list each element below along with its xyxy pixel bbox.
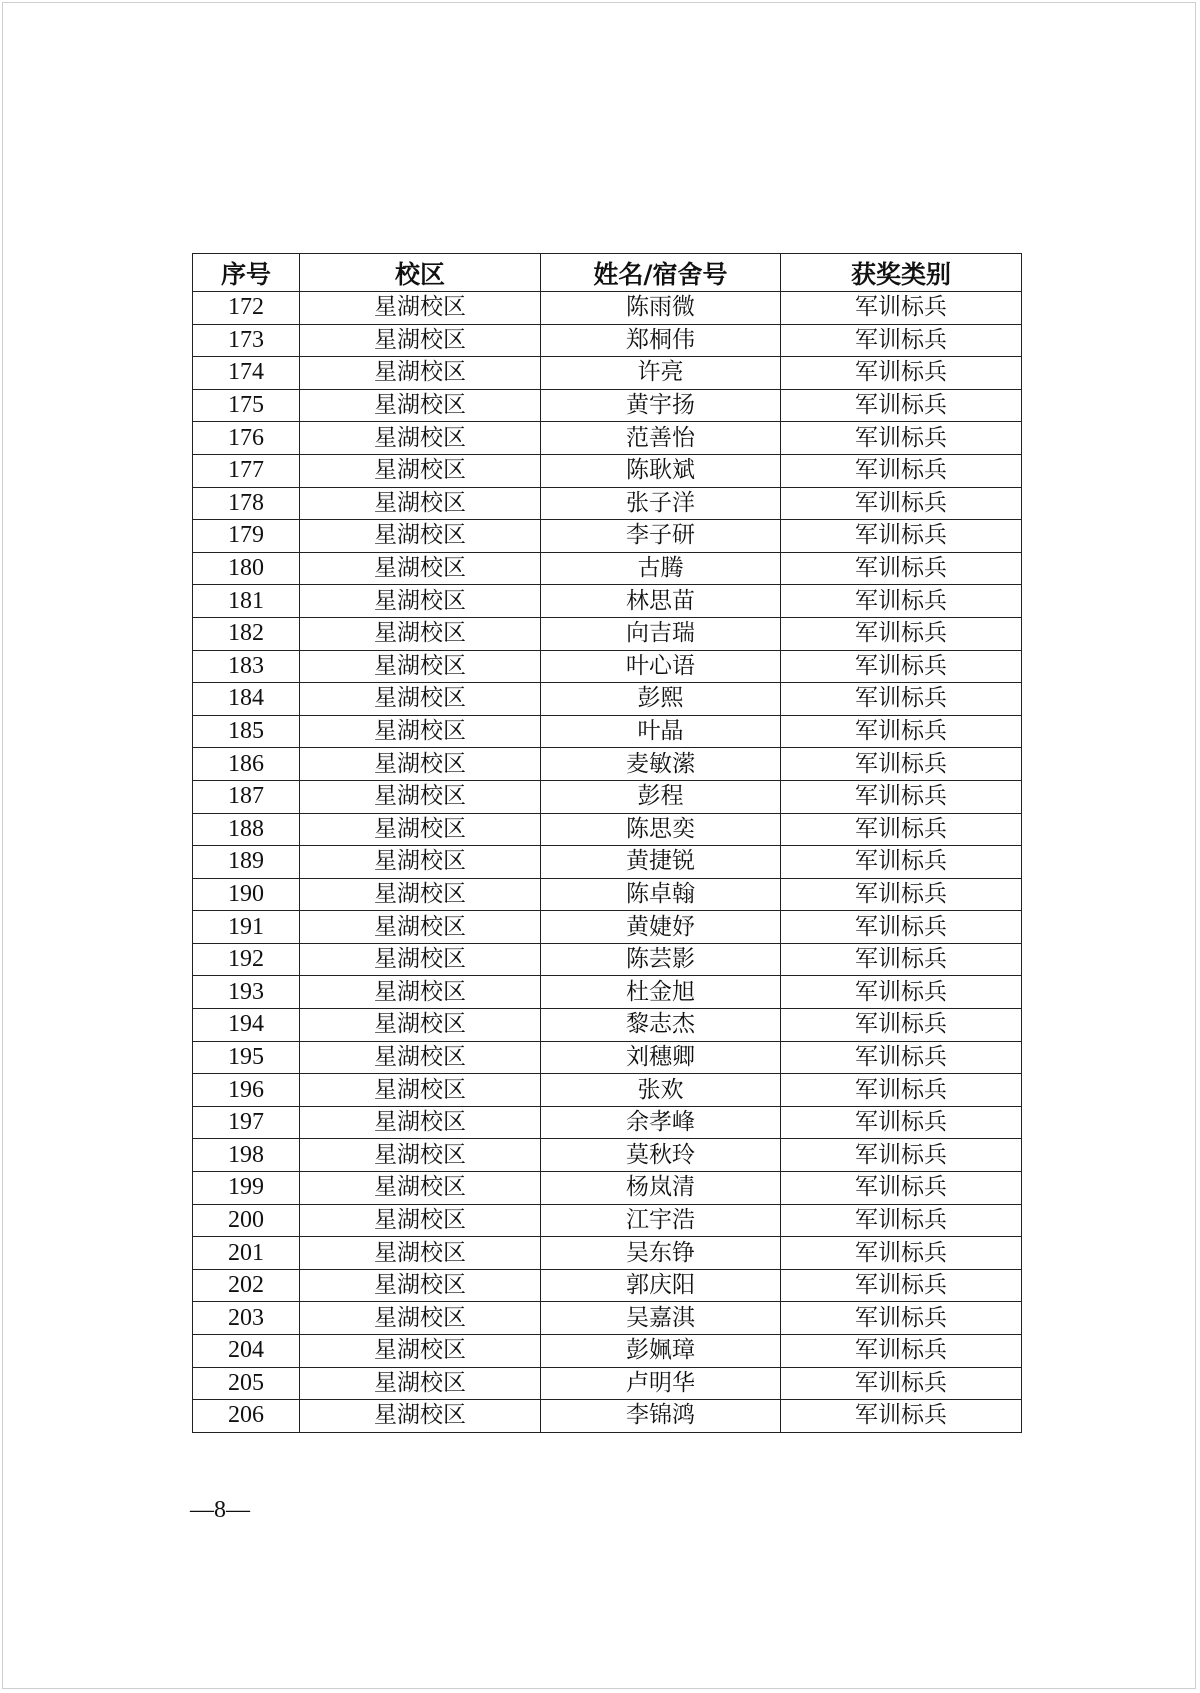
table-row [193, 1009, 1022, 1042]
cell-campus: 星湖校区 [300, 650, 541, 683]
cell-serial-number: 204 [193, 1335, 300, 1368]
cell-campus: 星湖校区 [300, 1367, 541, 1400]
cell-award-category: 军训标兵 [781, 585, 1022, 618]
cell-serial-number: 172 [193, 292, 300, 325]
cell-campus: 星湖校区 [300, 683, 541, 716]
table-row [193, 1106, 1022, 1139]
cell-serial-number: 184 [193, 683, 300, 716]
cell-serial-number: 181 [193, 585, 300, 618]
table-body [193, 292, 1022, 1433]
cell-campus: 星湖校区 [300, 1106, 541, 1139]
award-roster-table [192, 253, 1022, 1433]
header-campus: 校区 [300, 254, 541, 292]
cell-campus: 星湖校区 [300, 846, 541, 879]
cell-student-name: 卢明华 [541, 1367, 781, 1400]
cell-student-name: 陈耿斌 [541, 454, 781, 487]
cell-serial-number: 202 [193, 1269, 300, 1302]
cell-serial-number: 178 [193, 487, 300, 520]
table-row [193, 1204, 1022, 1237]
table-row [193, 1172, 1022, 1205]
table-row [193, 324, 1022, 357]
cell-award-category: 军训标兵 [781, 1367, 1022, 1400]
cell-campus: 星湖校区 [300, 357, 541, 390]
cell-serial-number: 187 [193, 780, 300, 813]
cell-student-name: 郑桐伟 [541, 324, 781, 357]
cell-campus: 星湖校区 [300, 1400, 541, 1433]
cell-award-category: 军训标兵 [781, 1172, 1022, 1205]
cell-award-category: 军训标兵 [781, 1074, 1022, 1107]
cell-award-category: 军训标兵 [781, 1204, 1022, 1237]
cell-campus: 星湖校区 [300, 1302, 541, 1335]
cell-student-name: 陈思奕 [541, 813, 781, 846]
table-row [193, 292, 1022, 325]
cell-student-name: 彭熙 [541, 683, 781, 716]
table-row [193, 813, 1022, 846]
cell-student-name: 莫秋玲 [541, 1139, 781, 1172]
cell-award-category: 军训标兵 [781, 780, 1022, 813]
table-row [193, 487, 1022, 520]
cell-award-category: 军训标兵 [781, 1041, 1022, 1074]
table-row [193, 683, 1022, 716]
table-header-row [193, 254, 1022, 292]
cell-serial-number: 193 [193, 976, 300, 1009]
cell-award-category: 军训标兵 [781, 878, 1022, 911]
cell-serial-number: 206 [193, 1400, 300, 1433]
cell-student-name: 叶晶 [541, 715, 781, 748]
table-row [193, 1237, 1022, 1270]
cell-campus: 星湖校区 [300, 1172, 541, 1205]
cell-campus: 星湖校区 [300, 389, 541, 422]
cell-award-category: 军训标兵 [781, 1269, 1022, 1302]
table-row [193, 650, 1022, 683]
table-row [193, 748, 1022, 781]
cell-serial-number: 188 [193, 813, 300, 846]
cell-serial-number: 200 [193, 1204, 300, 1237]
cell-award-category: 军训标兵 [781, 1106, 1022, 1139]
cell-award-category: 军训标兵 [781, 1237, 1022, 1270]
cell-campus: 星湖校区 [300, 878, 541, 911]
cell-serial-number: 199 [193, 1172, 300, 1205]
cell-campus: 星湖校区 [300, 976, 541, 1009]
cell-award-category: 军训标兵 [781, 324, 1022, 357]
cell-award-category: 军训标兵 [781, 911, 1022, 944]
cell-student-name: 吴东铮 [541, 1237, 781, 1270]
cell-student-name: 张子洋 [541, 487, 781, 520]
cell-serial-number: 174 [193, 357, 300, 390]
table-row [193, 1335, 1022, 1368]
table-row [193, 357, 1022, 390]
table-row [193, 617, 1022, 650]
cell-serial-number: 183 [193, 650, 300, 683]
cell-campus: 星湖校区 [300, 748, 541, 781]
table-row [193, 911, 1022, 944]
cell-campus: 星湖校区 [300, 715, 541, 748]
cell-award-category: 军训标兵 [781, 617, 1022, 650]
cell-student-name: 黎志杰 [541, 1009, 781, 1042]
cell-student-name: 彭程 [541, 780, 781, 813]
cell-campus: 星湖校区 [300, 1335, 541, 1368]
cell-campus: 星湖校区 [300, 780, 541, 813]
cell-campus: 星湖校区 [300, 487, 541, 520]
table-row [193, 585, 1022, 618]
table-row [193, 454, 1022, 487]
cell-serial-number: 192 [193, 943, 300, 976]
cell-student-name: 李锦鸿 [541, 1400, 781, 1433]
cell-campus: 星湖校区 [300, 1041, 541, 1074]
table-row [193, 389, 1022, 422]
cell-award-category: 军训标兵 [781, 976, 1022, 1009]
cell-campus: 星湖校区 [300, 1074, 541, 1107]
cell-award-category: 军训标兵 [781, 813, 1022, 846]
cell-student-name: 郭庆阳 [541, 1269, 781, 1302]
cell-award-category: 军训标兵 [781, 650, 1022, 683]
cell-serial-number: 186 [193, 748, 300, 781]
cell-award-category: 军训标兵 [781, 292, 1022, 325]
page-number: —8— [190, 1497, 250, 1523]
cell-student-name: 范善怡 [541, 422, 781, 455]
cell-student-name: 张欢 [541, 1074, 781, 1107]
cell-campus: 星湖校区 [300, 617, 541, 650]
cell-student-name: 江宇浩 [541, 1204, 781, 1237]
cell-student-name: 叶心语 [541, 650, 781, 683]
cell-award-category: 军训标兵 [781, 715, 1022, 748]
cell-student-name: 林思苗 [541, 585, 781, 618]
cell-serial-number: 198 [193, 1139, 300, 1172]
cell-serial-number: 185 [193, 715, 300, 748]
table-row [193, 1041, 1022, 1074]
cell-serial-number: 196 [193, 1074, 300, 1107]
cell-campus: 星湖校区 [300, 422, 541, 455]
table-row [193, 1302, 1022, 1335]
cell-serial-number: 177 [193, 454, 300, 487]
cell-student-name: 黄宇扬 [541, 389, 781, 422]
cell-student-name: 黄婕妤 [541, 911, 781, 944]
table-row [193, 878, 1022, 911]
cell-award-category: 军训标兵 [781, 487, 1022, 520]
cell-serial-number: 195 [193, 1041, 300, 1074]
cell-serial-number: 173 [193, 324, 300, 357]
cell-award-category: 军训标兵 [781, 1335, 1022, 1368]
cell-student-name: 许亮 [541, 357, 781, 390]
cell-award-category: 军训标兵 [781, 389, 1022, 422]
cell-award-category: 军训标兵 [781, 1139, 1022, 1172]
table-row [193, 943, 1022, 976]
cell-serial-number: 182 [193, 617, 300, 650]
cell-campus: 星湖校区 [300, 911, 541, 944]
cell-award-category: 军训标兵 [781, 683, 1022, 716]
table-row [193, 780, 1022, 813]
table-row [193, 520, 1022, 553]
cell-student-name: 吴嘉淇 [541, 1302, 781, 1335]
table-row [193, 976, 1022, 1009]
cell-serial-number: 180 [193, 552, 300, 585]
cell-serial-number: 197 [193, 1106, 300, 1139]
cell-student-name: 李子研 [541, 520, 781, 553]
cell-serial-number: 190 [193, 878, 300, 911]
cell-serial-number: 176 [193, 422, 300, 455]
header-serial-number: 序号 [193, 254, 300, 292]
cell-campus: 星湖校区 [300, 813, 541, 846]
cell-serial-number: 194 [193, 1009, 300, 1042]
cell-serial-number: 205 [193, 1367, 300, 1400]
cell-award-category: 军训标兵 [781, 454, 1022, 487]
cell-campus: 星湖校区 [300, 324, 541, 357]
cell-award-category: 军训标兵 [781, 552, 1022, 585]
cell-student-name: 刘穗卿 [541, 1041, 781, 1074]
cell-campus: 星湖校区 [300, 943, 541, 976]
cell-award-category: 军训标兵 [781, 943, 1022, 976]
cell-award-category: 军训标兵 [781, 1302, 1022, 1335]
cell-student-name: 陈卓翰 [541, 878, 781, 911]
cell-campus: 星湖校区 [300, 520, 541, 553]
cell-student-name: 向吉瑞 [541, 617, 781, 650]
cell-campus: 星湖校区 [300, 585, 541, 618]
cell-campus: 星湖校区 [300, 1009, 541, 1042]
cell-student-name: 杜金旭 [541, 976, 781, 1009]
cell-student-name: 杨岚清 [541, 1172, 781, 1205]
cell-campus: 星湖校区 [300, 1204, 541, 1237]
cell-serial-number: 201 [193, 1237, 300, 1270]
cell-serial-number: 191 [193, 911, 300, 944]
cell-student-name: 黄捷锐 [541, 846, 781, 879]
cell-campus: 星湖校区 [300, 454, 541, 487]
cell-student-name: 彭姵璋 [541, 1335, 781, 1368]
table-row [193, 1400, 1022, 1433]
table-row [193, 1074, 1022, 1107]
cell-serial-number: 203 [193, 1302, 300, 1335]
cell-award-category: 军训标兵 [781, 748, 1022, 781]
table-row [193, 1367, 1022, 1400]
cell-award-category: 军训标兵 [781, 357, 1022, 390]
table-row [193, 1269, 1022, 1302]
cell-campus: 星湖校区 [300, 552, 541, 585]
cell-serial-number: 179 [193, 520, 300, 553]
cell-award-category: 军训标兵 [781, 1009, 1022, 1042]
cell-serial-number: 175 [193, 389, 300, 422]
cell-award-category: 军训标兵 [781, 520, 1022, 553]
cell-student-name: 麦敏潆 [541, 748, 781, 781]
table-row [193, 552, 1022, 585]
cell-campus: 星湖校区 [300, 1269, 541, 1302]
header-award-category: 获奖类别 [781, 254, 1022, 292]
cell-campus: 星湖校区 [300, 1237, 541, 1270]
table-row [193, 846, 1022, 879]
cell-student-name: 余孝峰 [541, 1106, 781, 1139]
cell-student-name: 古腾 [541, 552, 781, 585]
cell-serial-number: 189 [193, 846, 300, 879]
cell-award-category: 军训标兵 [781, 846, 1022, 879]
cell-student-name: 陈雨微 [541, 292, 781, 325]
cell-award-category: 军训标兵 [781, 422, 1022, 455]
cell-campus: 星湖校区 [300, 1139, 541, 1172]
cell-award-category: 军训标兵 [781, 1400, 1022, 1433]
cell-student-name: 陈芸影 [541, 943, 781, 976]
table-row [193, 422, 1022, 455]
header-name-dorm: 姓名/宿舍号 [541, 254, 781, 292]
table-row [193, 1139, 1022, 1172]
cell-campus: 星湖校区 [300, 292, 541, 325]
table-row [193, 715, 1022, 748]
